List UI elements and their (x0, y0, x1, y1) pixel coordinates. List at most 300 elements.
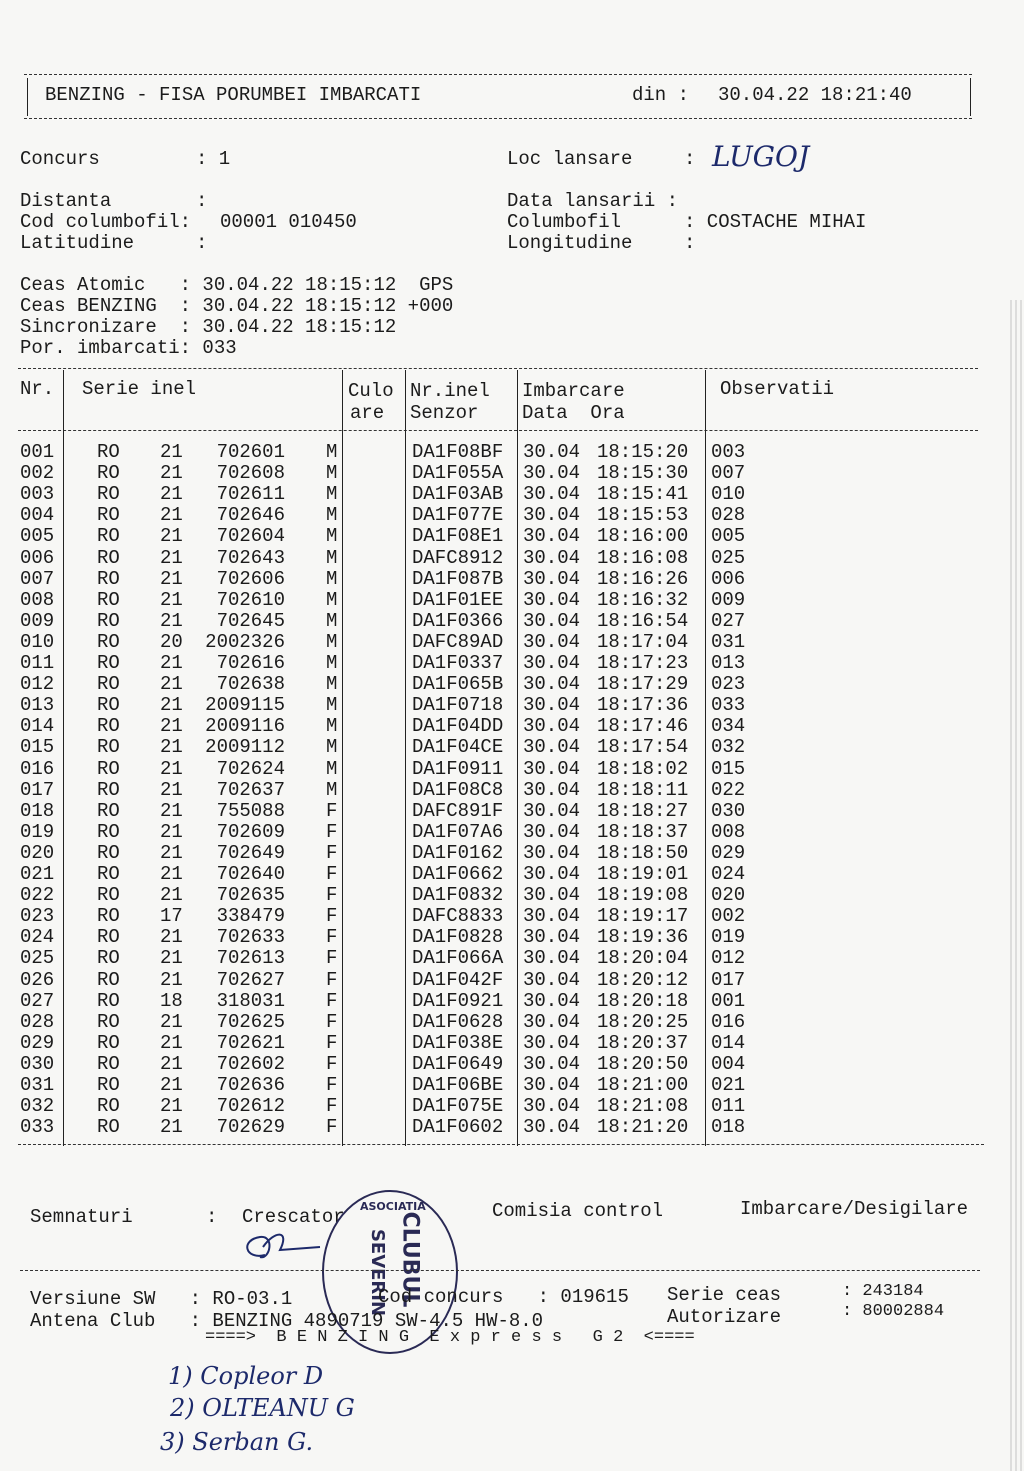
handwritten-note-3: 3) Serban G. (160, 1428, 314, 1456)
row-nr: 032 (20, 1095, 55, 1118)
observatii: 006 (711, 567, 746, 590)
autorizare-value: : 80002884 (842, 1302, 945, 1321)
embark-time: 18:19:01 (597, 863, 689, 885)
sensor-id: DAFC89AD (412, 630, 504, 653)
ring-year: 21 (160, 652, 183, 674)
row-nr: 008 (20, 588, 55, 611)
columbofil-label: Columbofil (507, 211, 622, 233)
row-nr: 016 (20, 757, 55, 780)
embark-time: 18:17:23 (597, 652, 689, 674)
ring-country: RO (97, 652, 120, 674)
table-row (0, 842, 1000, 863)
sex: M (326, 778, 338, 801)
sensor-id: DA1F08C8 (412, 778, 504, 801)
ring-year: 20 (160, 630, 183, 653)
embark-time: 18:21:20 (597, 1116, 689, 1139)
ring-year: 21 (160, 1031, 183, 1054)
col-data-ora: Data Ora (522, 402, 625, 424)
row-nr: 017 (20, 778, 55, 801)
ring-number: 2009112 (205, 736, 285, 759)
sensor-id: DA1F07A6 (412, 820, 504, 843)
ring-year: 21 (160, 483, 183, 506)
table-row (0, 547, 1000, 568)
table-row (0, 441, 1000, 462)
ring-number: 702629 (216, 1116, 285, 1139)
embark-time: 18:19:08 (597, 884, 689, 907)
ring-year: 21 (160, 715, 183, 738)
sex: M (326, 462, 338, 485)
embark-date: 30.04 (523, 1095, 581, 1118)
embark-time: 18:15:20 (597, 441, 689, 463)
imbarcare-label: Imbarcare/Desigilare (740, 1198, 969, 1220)
table-row (0, 1095, 1000, 1116)
ring-number: 702606 (216, 567, 285, 590)
embark-time: 18:15:41 (597, 483, 689, 506)
ring-country: RO (97, 905, 120, 928)
ring-country: RO (97, 1010, 120, 1033)
ring-year: 17 (160, 905, 183, 928)
sensor-id: DA1F066A (412, 947, 504, 970)
ring-number: 702625 (216, 1010, 285, 1033)
observatii: 028 (711, 504, 746, 527)
ring-year: 21 (160, 546, 183, 569)
embark-time: 18:20:12 (597, 968, 689, 991)
ring-country: RO (97, 1116, 120, 1139)
ring-year: 21 (160, 567, 183, 590)
observatii: 013 (711, 652, 746, 674)
row-nr: 020 (20, 841, 55, 864)
embark-date: 30.04 (523, 799, 581, 822)
table-row (0, 1032, 1000, 1053)
embark-time: 18:20:25 (597, 1010, 689, 1033)
observatii: 011 (711, 1095, 746, 1118)
row-nr: 023 (20, 905, 55, 928)
row-nr: 022 (20, 884, 55, 907)
observatii: 009 (711, 588, 746, 611)
scan-edge (1010, 300, 1024, 1471)
col-observatii: Observatii (720, 378, 835, 400)
ring-country: RO (97, 926, 120, 949)
ring-year: 21 (160, 1116, 183, 1139)
ring-country: RO (97, 567, 120, 590)
col-serie-inel: Serie inel (82, 378, 197, 400)
embark-date: 30.04 (523, 441, 581, 463)
sensor-id: DA1F0828 (412, 926, 504, 949)
embark-date: 30.04 (523, 820, 581, 843)
ring-number: 702609 (216, 820, 285, 843)
sensor-id: DAFC891F (412, 799, 504, 822)
row-nr: 019 (20, 820, 55, 843)
sensor-id: DA1F0832 (412, 884, 504, 907)
table-row (0, 631, 1000, 652)
embark-time: 18:15:30 (597, 462, 689, 485)
table-row (0, 947, 1000, 968)
row-nr: 018 (20, 799, 55, 822)
ring-number: 702611 (216, 483, 285, 506)
embark-date: 30.04 (523, 947, 581, 970)
observatii: 004 (711, 1052, 746, 1075)
sensor-id: DAFC8833 (412, 905, 504, 928)
brand-line: ====> B E N Z I N G E x p r e s s G 2 <==== (205, 1328, 695, 1347)
row-nr: 029 (20, 1031, 55, 1054)
comisia-label: Comisia control (492, 1200, 664, 1222)
concurs-value: : 1 (196, 148, 231, 170)
ring-country: RO (97, 820, 120, 843)
col-nr-inel: Nr.inel (410, 380, 490, 402)
row-nr: 006 (20, 546, 55, 569)
ring-year: 21 (160, 1052, 183, 1075)
row-nr: 010 (20, 630, 55, 653)
observatii: 029 (711, 841, 746, 864)
observatii: 010 (711, 483, 746, 506)
embark-time: 18:20:18 (597, 989, 689, 1012)
concurs-label: Concurs (20, 148, 100, 170)
observatii: 001 (711, 989, 746, 1012)
table-row (0, 1074, 1000, 1095)
sensor-id: DA1F03AB (412, 483, 504, 506)
table-top-border (18, 368, 978, 369)
ring-number: 702613 (216, 947, 285, 970)
sex: M (326, 441, 338, 463)
ring-year: 21 (160, 799, 183, 822)
sensor-id: DA1F038E (412, 1031, 504, 1054)
embark-time: 18:15:53 (597, 504, 689, 527)
ceas-benzing: Ceas BENZING : 30.04.22 18:15:12 +000 (20, 295, 454, 317)
sex: F (326, 841, 338, 864)
ring-number: 702636 (216, 1074, 285, 1096)
sex: M (326, 567, 338, 590)
embark-time: 18:17:54 (597, 736, 689, 759)
sex: F (326, 820, 338, 843)
table-row (0, 779, 1000, 800)
row-nr: 033 (20, 1116, 55, 1139)
ring-number: 702610 (216, 588, 285, 611)
ring-number: 2009115 (205, 694, 285, 717)
sensor-id: DA1F0162 (412, 841, 504, 864)
ring-country: RO (97, 694, 120, 717)
ring-year: 21 (160, 1010, 183, 1033)
row-nr: 009 (20, 609, 55, 632)
data-lansarii-label: Data lansarii : (507, 190, 679, 212)
ring-country: RO (97, 462, 120, 485)
sensor-id: DA1F0337 (412, 652, 504, 674)
embark-time: 18:18:50 (597, 841, 689, 864)
distanta-label: Distanta (20, 190, 112, 212)
table-row (0, 715, 1000, 736)
observatii: 003 (711, 441, 746, 463)
sex: F (326, 863, 338, 885)
sex: F (326, 947, 338, 970)
ring-number: 702633 (216, 926, 285, 949)
sensor-id: DA1F04DD (412, 715, 504, 738)
table-header-border (18, 430, 978, 431)
ring-year: 21 (160, 694, 183, 717)
ring-number: 702638 (216, 673, 285, 696)
ring-number: 318031 (216, 989, 285, 1012)
embark-time: 18:21:08 (597, 1095, 689, 1118)
club-stamp: ASOCIATIA CLUBUL SEVERIN (322, 1190, 458, 1354)
embark-date: 30.04 (523, 483, 581, 506)
sensor-id: DA1F087B (412, 567, 504, 590)
embark-date: 30.04 (523, 525, 581, 548)
observatii: 025 (711, 546, 746, 569)
embark-date: 30.04 (523, 926, 581, 949)
embark-date: 30.04 (523, 884, 581, 907)
ring-number: 702649 (216, 841, 285, 864)
observatii: 005 (711, 525, 746, 548)
sex: M (326, 736, 338, 759)
serie-ceas-value: : 243184 (842, 1282, 924, 1301)
sex: M (326, 652, 338, 674)
sincronizare: Sincronizare : 30.04.22 18:15:12 (20, 316, 397, 338)
ring-year: 21 (160, 757, 183, 780)
embark-time: 18:17:29 (597, 673, 689, 696)
ring-number: 755088 (216, 799, 285, 822)
ring-country: RO (97, 1074, 120, 1096)
ring-country: RO (97, 736, 120, 759)
embark-date: 30.04 (523, 1052, 581, 1075)
embark-time: 18:18:11 (597, 778, 689, 801)
embark-time: 18:16:54 (597, 609, 689, 632)
longitudine-value: : (684, 232, 696, 254)
row-nr: 013 (20, 694, 55, 717)
embark-time: 18:18:02 (597, 757, 689, 780)
ring-year: 18 (160, 989, 183, 1012)
sensor-id: DA1F08BF (412, 441, 504, 463)
embark-date: 30.04 (523, 630, 581, 653)
row-nr: 015 (20, 736, 55, 759)
observatii: 017 (711, 968, 746, 991)
ring-country: RO (97, 673, 120, 696)
crescator-label: Crescator (242, 1206, 345, 1228)
sensor-id: DA1F06BE (412, 1074, 504, 1096)
sensor-id: DA1F075E (412, 1095, 504, 1118)
document-title: BENZING - FISA PORUMBEI IMBARCATI (45, 84, 422, 106)
table-row (0, 926, 1000, 947)
serie-ceas-label: Serie ceas (667, 1284, 782, 1306)
table-row (0, 1011, 1000, 1032)
embark-time: 18:19:36 (597, 926, 689, 949)
ring-year: 21 (160, 884, 183, 907)
row-nr: 021 (20, 863, 55, 885)
ring-year: 21 (160, 609, 183, 632)
ring-number: 702621 (216, 1031, 285, 1054)
footer-border (20, 1270, 980, 1271)
ring-country: RO (97, 630, 120, 653)
sensor-id: DA1F0649 (412, 1052, 504, 1075)
col-nr: Nr. (20, 378, 55, 400)
row-nr: 001 (20, 441, 55, 463)
header-bottom-border (24, 118, 972, 119)
col-senzor: Senzor (410, 402, 479, 424)
semnaturi-label: Semnaturi (30, 1206, 133, 1228)
table-row (0, 462, 1000, 483)
ring-number: 702601 (216, 441, 285, 463)
embark-time: 18:16:00 (597, 525, 689, 548)
sex: M (326, 694, 338, 717)
ring-number: 702637 (216, 778, 285, 801)
sex: M (326, 757, 338, 780)
embark-date: 30.04 (523, 1074, 581, 1096)
embark-date: 30.04 (523, 841, 581, 864)
sex: M (326, 715, 338, 738)
embark-date: 30.04 (523, 968, 581, 991)
ring-year: 21 (160, 820, 183, 843)
embark-date: 30.04 (523, 757, 581, 780)
observatii: 015 (711, 757, 746, 780)
row-nr: 028 (20, 1010, 55, 1033)
observatii: 030 (711, 799, 746, 822)
observatii: 014 (711, 1031, 746, 1054)
ring-country: RO (97, 609, 120, 632)
table-row (0, 905, 1000, 926)
table-row (0, 1116, 1000, 1137)
sex: F (326, 884, 338, 907)
ring-year: 21 (160, 863, 183, 885)
col-imbarcare: Imbarcare (522, 380, 625, 402)
row-nr: 031 (20, 1074, 55, 1096)
ring-number: 702604 (216, 525, 285, 548)
sensor-id: DA1F0921 (412, 989, 504, 1012)
table-row (0, 821, 1000, 842)
ring-country: RO (97, 947, 120, 970)
sex: M (326, 525, 338, 548)
ring-number: 2009116 (205, 715, 285, 738)
sensor-id: DA1F042F (412, 968, 504, 991)
ring-number: 702627 (216, 968, 285, 991)
sex: M (326, 588, 338, 611)
ring-number: 702602 (216, 1052, 285, 1075)
ring-country: RO (97, 588, 120, 611)
ring-year: 21 (160, 462, 183, 485)
ring-year: 21 (160, 947, 183, 970)
print-date: 30.04.22 18:21:40 (718, 84, 912, 106)
row-nr: 012 (20, 673, 55, 696)
ring-country: RO (97, 863, 120, 885)
ring-country: RO (97, 525, 120, 548)
table-row (0, 736, 1000, 757)
ring-year: 21 (160, 926, 183, 949)
row-nr: 005 (20, 525, 55, 548)
ring-number: 702624 (216, 757, 285, 780)
observatii: 027 (711, 609, 746, 632)
sex: M (326, 483, 338, 506)
embark-date: 30.04 (523, 1116, 581, 1139)
observatii: 008 (711, 820, 746, 843)
observatii: 024 (711, 863, 746, 885)
observatii: 023 (711, 673, 746, 696)
row-nr: 004 (20, 504, 55, 527)
sex: F (326, 968, 338, 991)
columbofil-value: : COSTACHE MIHAI (684, 211, 867, 233)
handwritten-note-2: 2) OLTEANU G (170, 1394, 355, 1422)
table-row (0, 990, 1000, 1011)
embark-date: 30.04 (523, 736, 581, 759)
ring-number: 702635 (216, 884, 285, 907)
ring-country: RO (97, 546, 120, 569)
ring-year: 21 (160, 525, 183, 548)
sensor-id: DA1F0628 (412, 1010, 504, 1033)
sex: M (326, 630, 338, 653)
embark-date: 30.04 (523, 694, 581, 717)
longitudine-label: Longitudine (507, 232, 633, 254)
embark-time: 18:19:17 (597, 905, 689, 928)
observatii: 022 (711, 778, 746, 801)
row-nr: 011 (20, 652, 55, 674)
sex: F (326, 1052, 338, 1075)
table-row (0, 694, 1000, 715)
sensor-id: DA1F055A (412, 462, 504, 485)
sensor-id: DA1F065B (412, 673, 504, 696)
ring-country: RO (97, 841, 120, 864)
table-row (0, 969, 1000, 990)
cod-columbofil-value: 00001 010450 (220, 211, 357, 233)
ring-year: 21 (160, 441, 183, 463)
ring-year: 21 (160, 1095, 183, 1118)
observatii: 018 (711, 1116, 746, 1139)
table-row (0, 800, 1000, 821)
row-nr: 025 (20, 947, 55, 970)
ring-year: 21 (160, 504, 183, 527)
sex: M (326, 673, 338, 696)
observatii: 034 (711, 715, 746, 738)
sex: F (326, 1031, 338, 1054)
versiune-sw: Versiune SW : RO-03.1 (30, 1288, 293, 1310)
col-culoare-2: are (350, 402, 385, 424)
table-row (0, 652, 1000, 673)
sex: F (326, 905, 338, 928)
embark-date: 30.04 (523, 1031, 581, 1054)
ring-country: RO (97, 1095, 120, 1118)
embark-date: 30.04 (523, 1010, 581, 1033)
embark-date: 30.04 (523, 905, 581, 928)
sex: F (326, 799, 338, 822)
date-label: din : (632, 84, 690, 106)
ring-country: RO (97, 968, 120, 991)
autorizare-label: Autorizare (667, 1306, 782, 1328)
ring-country: RO (97, 799, 120, 822)
ring-country: RO (97, 715, 120, 738)
loc-lansare-label: Loc lansare (507, 148, 633, 170)
embark-date: 30.04 (523, 778, 581, 801)
sensor-id: DA1F08E1 (412, 525, 504, 548)
sex: F (326, 926, 338, 949)
observatii: 012 (711, 947, 746, 970)
crescator-signature (235, 1225, 325, 1270)
observatii: 016 (711, 1010, 746, 1033)
cod-concurs: Cod concurs : 019615 (378, 1286, 629, 1308)
table-row (0, 568, 1000, 589)
sensor-id: DA1F0602 (412, 1116, 504, 1139)
ring-year: 21 (160, 841, 183, 864)
ring-year: 21 (160, 1074, 183, 1096)
ring-country: RO (97, 778, 120, 801)
sex: M (326, 504, 338, 527)
embark-date: 30.04 (523, 504, 581, 527)
latitudine-label: Latitudine (20, 232, 135, 254)
ring-country: RO (97, 989, 120, 1012)
sensor-id: DA1F0366 (412, 609, 504, 632)
ring-country: RO (97, 1052, 120, 1075)
sex: F (326, 1116, 338, 1139)
embark-time: 18:21:00 (597, 1074, 689, 1096)
observatii: 002 (711, 905, 746, 928)
embark-date: 30.04 (523, 673, 581, 696)
embark-date: 30.04 (523, 715, 581, 738)
sensor-id: DA1F01EE (412, 588, 504, 611)
embark-date: 30.04 (523, 546, 581, 569)
cod-columbofil-label: Cod columbofil: (20, 211, 192, 233)
